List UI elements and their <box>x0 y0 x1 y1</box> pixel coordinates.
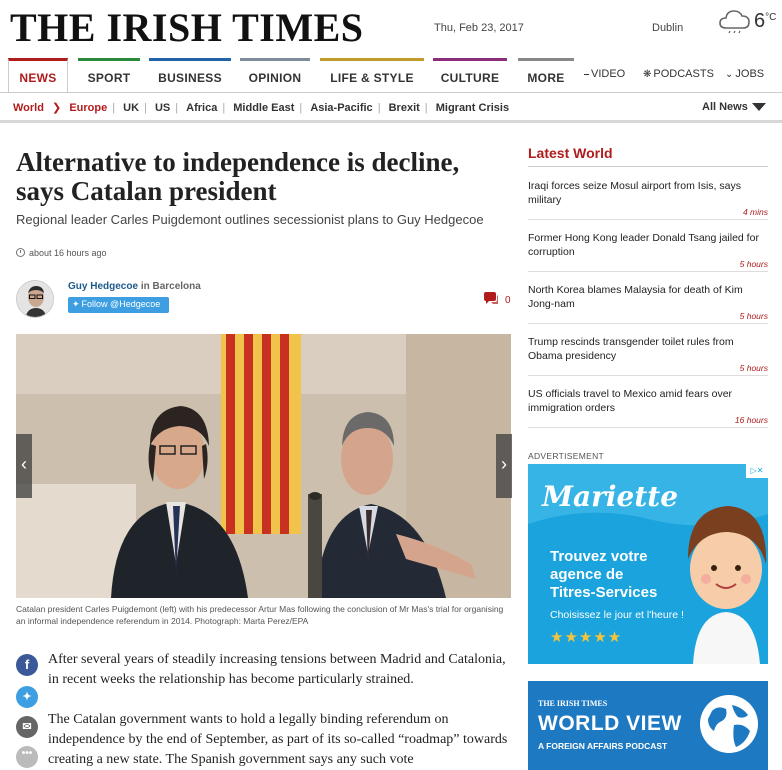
article-standfirst: Regional leader Carles Puigdemont outlines secessionist plans to Guy Hedgecoe <box>16 212 484 227</box>
subnav-us[interactable]: US <box>154 102 171 114</box>
photo-caption: Catalan president Carles Puigdemont (left) with his predecessor Artur Mas following the conclusion of Mr Mas's trial for organising an informal independence referendum in 2014. Photograph: Marta Perez/EPA <box>16 604 504 626</box>
briefcase-icon: ⌄ <box>725 69 734 80</box>
rating-stars-icon: ★★★★★ <box>550 629 623 646</box>
temperature: $6^{^\circ C}$ <box>754 10 777 32</box>
latest-item[interactable]: Former Hong Kong leader Donald Tsang jailed for corruption 5 hours <box>528 231 768 259</box>
author-name-link[interactable]: Guy Hedgecoe <box>68 281 139 292</box>
latest-item[interactable]: Iraqi forces seize Mosul airport from Isis, says military 4 mins <box>528 179 768 207</box>
world-view-podcast-ad[interactable] <box>528 681 768 770</box>
more-share-icon[interactable]: ••• <box>16 746 38 768</box>
nav-link-podcasts[interactable]: ❋ PODCASTS <box>643 68 714 80</box>
tab-news[interactable]: NEWS <box>8 58 68 92</box>
subnav-europe[interactable]: Europe <box>69 102 108 114</box>
twitter-follow-button[interactable]: ✦ Follow @Hedgecoe <box>68 297 169 313</box>
all-news-dropdown[interactable]: All News <box>702 101 766 113</box>
latest-world-title[interactable]: Latest World <box>528 145 613 161</box>
ad2-subtitle: A FOREIGN AFFAIRS PODCAST <box>538 741 668 751</box>
tab-business[interactable]: BUSINESS <box>149 58 231 90</box>
ad-headline: Trouvez votre agence de Titres-Services <box>550 548 658 601</box>
mariette-ad[interactable] <box>528 464 768 664</box>
divider <box>528 166 768 167</box>
tab-opinion[interactable]: OPINION <box>240 58 310 90</box>
chevron-right-icon: ❯ <box>52 102 62 114</box>
gallery-next-button[interactable]: › <box>496 434 512 498</box>
twitter-share-icon[interactable]: ✦ <box>16 686 38 708</box>
subnav-middle-east[interactable]: Middle East <box>233 102 295 114</box>
ad-brand: Mariette <box>542 480 679 513</box>
nav-link-jobs[interactable]: ⌄ JOBS <box>725 68 765 80</box>
site-logo[interactable]: THE IRISH TIMES <box>10 5 364 50</box>
subnav-brexit[interactable]: Brexit <box>388 102 420 114</box>
article-paragraph: The Catalan government wants to hold a legally binding referendum on independence by the end of September, as part of its so-called “roadmap” towards creating a new state. The Spanish government says any such vote <box>48 712 508 767</box>
podcast-icon: ❋ <box>643 69 652 80</box>
article-headline: Alternative to independence is decline, says Catalan president <box>16 147 460 206</box>
subnav-uk[interactable]: UK <box>123 102 140 114</box>
cloud-icon <box>718 6 752 34</box>
article-photo[interactable] <box>16 334 511 598</box>
video-icon: ⎯ <box>584 69 589 80</box>
subnav-asia-pacific[interactable]: Asia-Pacific <box>310 102 373 114</box>
weather-city: Dublin <box>652 22 684 34</box>
tab-sport[interactable]: SPORT <box>78 58 140 90</box>
ad2-title: WORLD VIEW <box>538 712 682 735</box>
email-share-icon[interactable]: ✉ <box>16 716 38 738</box>
subnav-migrant-crisis[interactable]: Migrant Crisis <box>435 102 510 114</box>
clock-icon <box>16 248 25 257</box>
twitter-bird-icon: ✦ <box>72 299 80 309</box>
masthead <box>0 0 782 52</box>
globe-icon <box>698 693 760 755</box>
latest-item[interactable]: Trump rescinds transgender toilet rules from Obama presidency 5 hours <box>528 335 768 363</box>
subnav-world[interactable]: World <box>13 102 44 114</box>
ad-subline: Choisissez le jour et l'heure ! <box>550 609 684 621</box>
nav-link-video[interactable]: ⎯ VIDEO <box>584 68 626 80</box>
author-avatar[interactable] <box>16 280 54 318</box>
section-subnav: World ❯ Europe | UK | US | Africa | Middle East | Asia-Pacific | Brexit | Migrant Crisis All News <box>0 92 782 123</box>
tab-life-style[interactable]: LIFE & STYLE <box>320 58 424 90</box>
tab-more[interactable]: MORE <box>518 58 574 90</box>
current-date: Thu, Feb 23, 2017 <box>434 22 524 34</box>
comment-count[interactable]: 0 <box>505 295 511 306</box>
comment-icon[interactable] <box>483 292 499 305</box>
author-byline: Guy Hedgecoe in Barcelona <box>68 281 201 292</box>
advertisement-label: ADVERTISEMENT <box>528 451 605 461</box>
chevron-down-icon <box>752 103 766 111</box>
gallery-prev-button[interactable]: ‹ <box>16 434 32 498</box>
adchoices-icon[interactable]: ▷✕ <box>746 464 768 478</box>
subnav-africa[interactable]: Africa <box>186 102 218 114</box>
latest-item[interactable]: US officials travel to Mexico amid fears over immigration orders 16 hours <box>528 387 768 415</box>
facebook-share-icon[interactable]: f <box>16 654 38 676</box>
article-paragraph: After several years of steadily increasing tensions between Madrid and Catalonia, in recent weeks the relationship has become particularly strained. <box>48 652 506 687</box>
tab-culture[interactable]: CULTURE <box>433 58 507 90</box>
article-timestamp: about 16 hours ago <box>16 248 107 258</box>
latest-item[interactable]: North Korea blames Malaysia for death of Kim Jong-nam 5 hours <box>528 283 768 311</box>
ad2-masthead: THE IRISH TIMES <box>538 699 608 708</box>
